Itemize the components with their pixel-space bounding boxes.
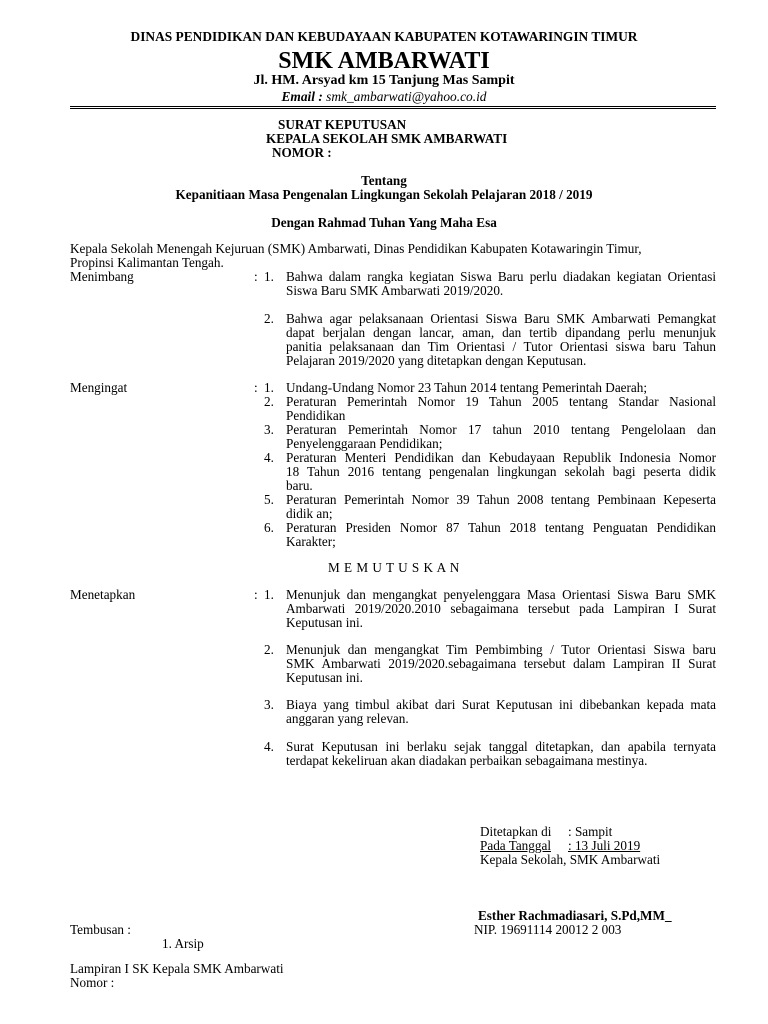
menimbang-item-2: [286, 312, 716, 368]
mengingat-item-6: [286, 521, 716, 549]
item-line: Ambarwati 2019/2020.2010 sebagaimana tersebut pada Lampiran I Surat: [286, 601, 716, 616]
signer-name: Esther Rachmadiasari, S.Pd,MM_: [478, 908, 672, 923]
list-number: 3.: [264, 697, 274, 712]
item-line: Peraturan Pemerintah Nomor 39 Tahun 2008 tentang Pembinaan Kepeserta: [286, 492, 716, 507]
mengingat-label: Mengingat: [70, 380, 128, 395]
blessing: Dengan Rahmad Tuhan Yang Maha Esa: [271, 215, 497, 230]
item-line: anggaran yang relevan.: [286, 711, 409, 726]
item-line: baru.: [286, 478, 313, 493]
list-number: 3.: [264, 422, 274, 437]
date-value: : 13 Juli 2019: [568, 838, 641, 853]
set-at-value: : Sampit: [568, 824, 613, 839]
school-name: SMK AMBARWATI: [278, 48, 490, 74]
list-number: 1.: [264, 380, 274, 395]
item-line: Peraturan Presiden Nomor 87 Tahun 2018 tentang Penguatan Pendidikan: [286, 520, 716, 535]
doc-issuer: KEPALA SEKOLAH SMK AMBARWATI: [266, 131, 508, 146]
list-number: 2.: [264, 394, 274, 409]
menetapkan-item-4: [286, 740, 716, 768]
menetapkan-colon: :: [254, 587, 258, 602]
menetapkan-item-3: [286, 698, 716, 726]
item-line: 18 Tahun 2016 tentang pengenalan lingkungan sekolah bagi peserta didik: [286, 464, 716, 479]
menimbang-colon: :: [254, 269, 258, 284]
item-line: terdapat kekeliruan akan diadakan perbaikan sebagaimana mestinya.: [286, 753, 648, 768]
item-line: didik an;: [286, 506, 333, 521]
doc-number: NOMOR :: [272, 145, 332, 160]
item-line: SMK Ambarwati 2019/2020.sebagaimana tersebut dalam Lampiran II Surat: [286, 656, 716, 671]
letterhead-rule: [70, 106, 716, 107]
tembusan-label: Tembusan :: [70, 922, 131, 937]
item-line: Peraturan Pemerintah Nomor 19 Tahun 2005 tentang Standar Nasional: [286, 394, 716, 409]
letterhead-rule-inner: [70, 108, 716, 109]
tembusan-item: 1. Arsip: [162, 936, 204, 951]
mengingat-item-5: [286, 493, 716, 521]
item-line: Keputusan ini.: [286, 670, 363, 685]
menimbang-label: Menimbang: [70, 269, 134, 284]
list-number: 1.: [264, 587, 274, 602]
school-address: Jl. HM. Arsyad km 15 Tanjung Mas Sampit: [253, 73, 515, 88]
doc-subject: Kepanitiaan Masa Pengenalan Lingkungan Sekolah Pelajaran 2018 / 2019: [175, 187, 593, 202]
item-line: Peraturan Menteri Pendidikan dan Kebudayaan Republik Indonesia Nomor: [286, 450, 716, 465]
mengingat-item-1: [286, 381, 716, 395]
list-number: 2.: [264, 642, 274, 657]
mengingat-item-2: [286, 395, 716, 423]
school-email: [0, 90, 768, 104]
item-line: Keputusan ini.: [286, 615, 363, 630]
item-line: Undang-Undang Nomor 23 Tahun 2014 tentang Pemerintah Daerah;: [286, 380, 648, 395]
item-line: Surat Keputusan ini berlaku sejak tanggal ditetapkan, dan apabila ternyata: [286, 739, 716, 754]
email-value: smk_ambarwati@yahoo.co.id: [322, 89, 487, 104]
list-number: 2.: [264, 311, 274, 326]
signer-nip: NIP. 19691114 20012 2 003: [474, 922, 622, 937]
signer-position: Kepala Sekolah, SMK Ambarwati: [480, 852, 661, 867]
list-number: 1.: [264, 269, 274, 284]
lampiran-number: Nomor :: [70, 975, 115, 990]
item-line: Karakter;: [286, 534, 336, 549]
item-line: Pelajaran 2019/2020 yang ditetapkan dengan Keputusan.: [286, 353, 587, 368]
item-line: Bahwa agar pelaksanaan Orientasi Siswa Baru SMK Ambarwati Pemangkat: [286, 311, 716, 326]
intro-line: Kepala Sekolah Menengah Kejuruan (SMK) Ambarwati, Dinas Pendidikan Kabupaten Kotawaringin Timur,: [70, 241, 642, 256]
menetapkan-label: Menetapkan: [70, 587, 136, 602]
item-line: Menunjuk dan mengangkat penyelenggara Masa Orientasi Siswa Baru SMK: [286, 587, 716, 602]
date-label: Pada Tanggal: [480, 838, 551, 853]
item-line: Bahwa dalam rangka kegiatan Siswa Baru perlu diadakan kegiatan Orientasi: [286, 269, 716, 284]
about-label: Tentang: [361, 173, 407, 188]
item-line: Siswa Baru SMK Ambarwati 2019/2020.: [286, 283, 504, 298]
list-number: 5.: [264, 492, 274, 507]
item-line: Penyelenggaraan Pendidikan;: [286, 436, 443, 451]
set-at-label: Ditetapkan di: [480, 824, 552, 839]
mengingat-colon: :: [254, 380, 258, 395]
mengingat-item-4: [286, 451, 716, 493]
menetapkan-item-1: [286, 588, 716, 630]
mengingat-item-3: [286, 423, 716, 451]
intro-line: Propinsi Kalimantan Tengah.: [70, 255, 224, 270]
item-line: Peraturan Pemerintah Nomor 17 tahun 2010 tentang Pengelolaan dan: [286, 422, 716, 437]
item-line: Menunjuk dan mengangkat Tim Pembimbing / Tutor Orientasi Siswa baru: [286, 642, 716, 657]
memutuskan-heading: M E M U T U S K A N: [328, 560, 460, 575]
doc-type: SURAT KEPUTUSAN: [278, 117, 407, 132]
email-label: Email :: [281, 89, 323, 104]
list-number: 4.: [264, 450, 274, 465]
agency-name: DINAS PENDIDIKAN DAN KEBUDAYAAN KABUPATEN KOTAWARINGIN TIMUR: [130, 29, 638, 44]
list-number: 6.: [264, 520, 274, 535]
item-line: Biaya yang timbul akibat dari Surat Keputusan ini dibebankan kepada mata: [286, 697, 716, 712]
item-line: dapat berjalan dengan lancar, aman, dan tertib dipandang perlu menunjuk: [286, 325, 716, 340]
item-line: Pendidikan: [286, 408, 346, 423]
menimbang-item-1: [286, 270, 716, 298]
list-number: 4.: [264, 739, 274, 754]
lampiran-title: Lampiran I SK Kepala SMK Ambarwati: [70, 961, 284, 976]
item-line: panitia pelaksanaan dan Tim Orientasi / Tutor Orientasi siswa baru Tahun: [286, 339, 716, 354]
menetapkan-item-2: [286, 643, 716, 685]
